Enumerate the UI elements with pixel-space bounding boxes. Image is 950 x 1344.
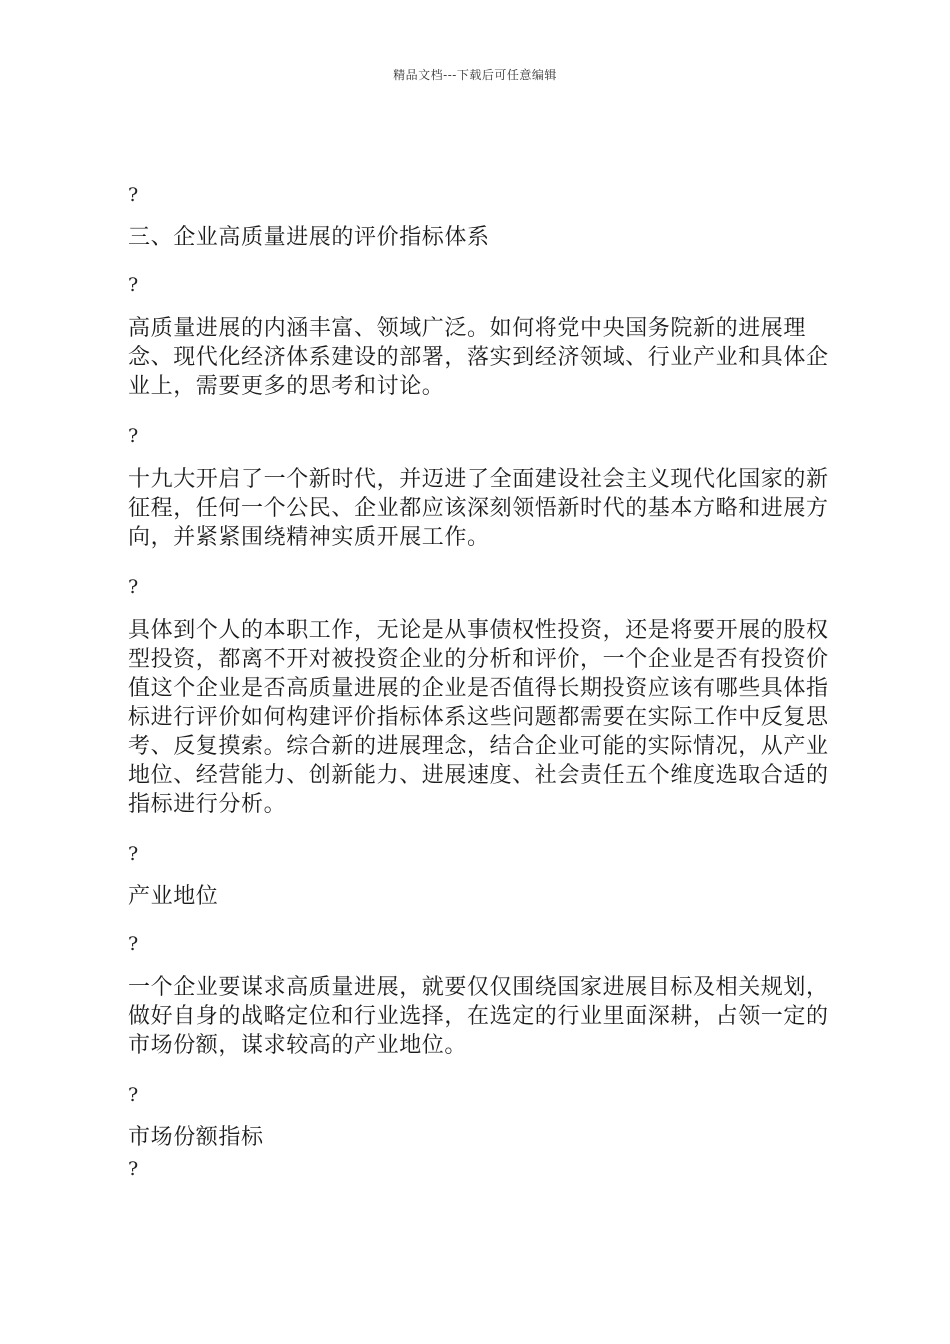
paragraph: 一个企业要谋求高质量进展，就要仅仅围绕国家进展目标及相关规划，做好自身的战略定位和行业选择，在选定的行业里面深耕，占领一定的市场份额，谋求较高的产业地位。 <box>128 975 829 1058</box>
document-body <box>128 184 834 1180</box>
placeholder-mark: ? <box>128 184 139 206</box>
page-header: 精品文档---下载后可任意编辑 <box>393 68 557 82</box>
placeholder-mark: ? <box>128 1158 139 1180</box>
placeholder-mark: ? <box>128 843 139 865</box>
paragraph: 高质量进展的内涵丰富、领域广泛。如何将党中央国务院新的进展理念、现代化经济体系建设的部署，落实到经济领域、行业产业和具体企业上，需要更多的思考和讨论。 <box>128 316 829 399</box>
placeholder-mark: ? <box>128 274 139 296</box>
placeholder-mark: ? <box>128 425 139 447</box>
placeholder-mark: ? <box>128 1084 139 1106</box>
section-title: 三、企业高质量进展的评价指标体系 <box>128 225 490 250</box>
paragraph: 具体到个人的本职工作，无论是从事债权性投资，还是将要开展的股权型投资，都离不开对被投资企业的分析和评价，一个企业是否有投资价值这个企业是否高质量进展的企业是否值得长期投资应该有哪些具体指标进行评价如何构建评价指标体系这些问题都需要在实际工作中反复思考、反复摸索。综合新的进展理念，结合企业可能的实际情况，从产业地位、经营能力、创新能力、进展速度、社会责任五个维度选取合适的指标进行分析。 <box>128 618 829 817</box>
placeholder-mark: ? <box>128 933 139 955</box>
paragraph: 十九大开启了一个新时代，并迈进了全面建设社会主义现代化国家的新征程，任何一个公民、企业都应该深刻领悟新时代的基本方略和进展方向，并紧紧围绕精神实质开展工作。 <box>128 467 829 550</box>
subsection-title: 市场份额指标 <box>128 1125 264 1150</box>
placeholder-mark: ? <box>128 576 139 598</box>
subsection-title: 产业地位 <box>128 884 219 909</box>
